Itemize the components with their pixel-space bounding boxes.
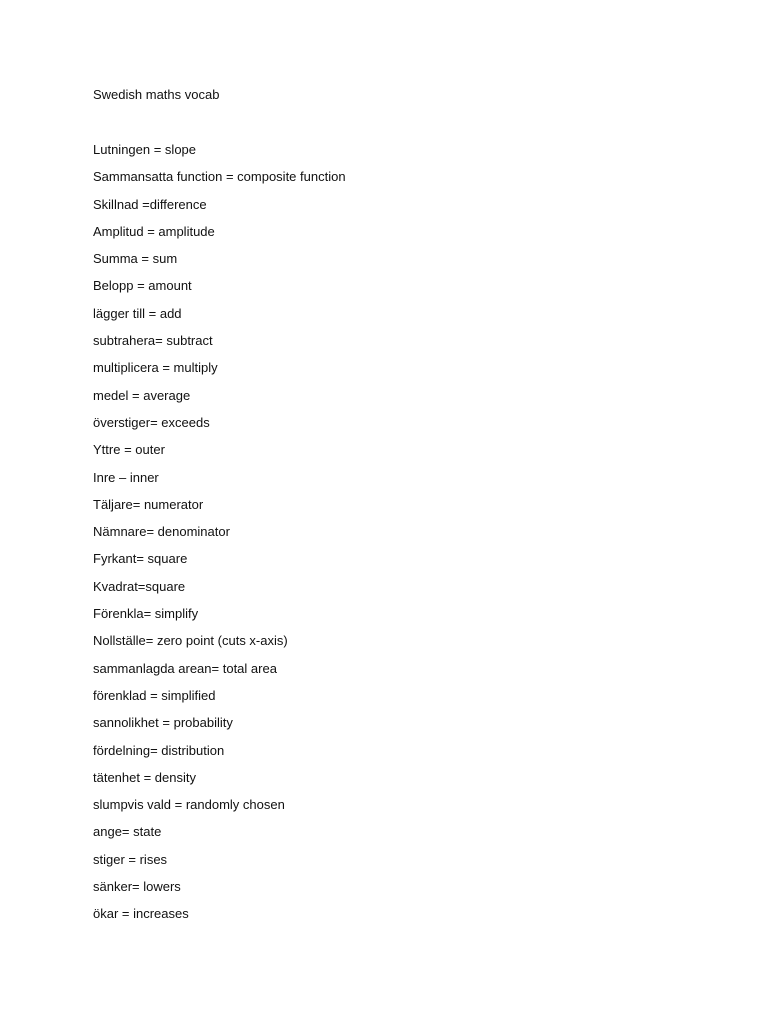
vocab-entry: sänker= lowers: [93, 879, 181, 895]
vocab-entry: Förenkla= simplify: [93, 606, 199, 622]
vocab-entry: ökar = increases: [93, 906, 189, 922]
vocab-entry: Summa = sum: [93, 251, 178, 267]
document-title: Swedish maths vocab: [93, 87, 220, 102]
vocab-entry: förenklad = simplified: [93, 687, 216, 703]
vocab-entry: multiplicera = multiply: [93, 360, 218, 376]
vocab-list: [93, 141, 346, 933]
vocab-entry: fördelning= distribution: [93, 742, 225, 758]
vocab-entry: medel = average: [93, 387, 191, 403]
vocab-entry: Amplitud = amplitude: [93, 223, 215, 239]
vocab-entry: Yttre = outer: [93, 442, 165, 458]
vocab-entry: sannolikhet = probability: [93, 715, 233, 731]
vocab-entry: Inre – inner: [93, 469, 159, 485]
vocab-entry: överstiger= exceeds: [93, 414, 210, 430]
vocab-entry: sammanlagda arean= total area: [93, 660, 277, 676]
vocab-entry: Nollställe= zero point (cuts x-axis): [93, 633, 288, 649]
vocab-entry: Lutningen = slope: [93, 142, 197, 157]
vocab-entry: Nämnare= denominator: [93, 524, 230, 540]
vocab-entry: Skillnad =difference: [93, 196, 207, 212]
vocab-entry: stiger = rises: [93, 851, 168, 867]
vocab-entry: slumpvis vald = randomly chosen: [93, 797, 285, 813]
vocab-entry: Sammansatta function = composite function: [93, 169, 346, 185]
vocab-entry: Kvadrat=square: [93, 578, 186, 594]
vocab-entry: lägger till = add: [93, 305, 182, 321]
vocab-entry: ange= state: [93, 824, 162, 840]
vocab-entry: Täljare= numerator: [93, 496, 204, 512]
vocab-entry: tätenhet = density: [93, 769, 196, 785]
vocab-entry: Fyrkant= square: [93, 551, 188, 567]
vocab-entry: subtrahera= subtract: [93, 333, 213, 349]
vocab-entry: Belopp = amount: [93, 278, 192, 294]
